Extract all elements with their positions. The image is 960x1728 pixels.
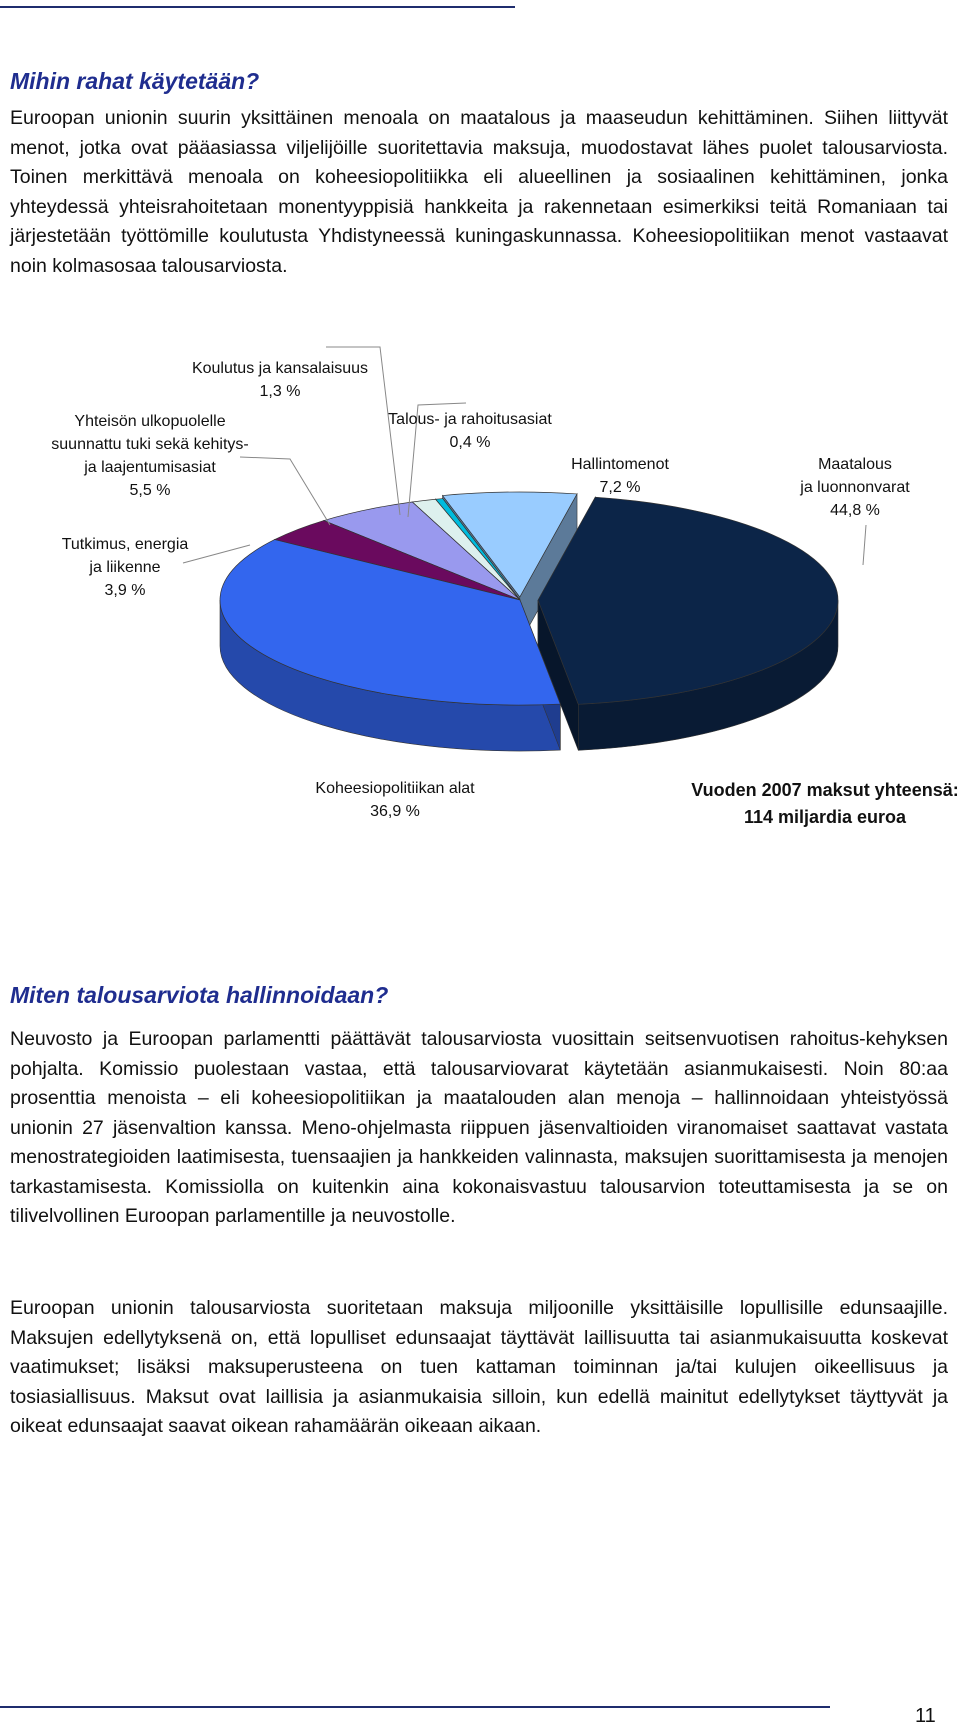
slice-maatalous (538, 497, 838, 750)
pie-slices (220, 492, 838, 751)
label-tutkimus (50, 533, 200, 602)
top-rule (0, 6, 515, 8)
label-ulkopuolelle (40, 410, 260, 502)
label-koulutus-value: 1,3 % (259, 383, 301, 400)
paragraph-spending: Euroopan unionin suurin yksittäinen menoala on maatalous ja maaseudun kehittäminen. Siihen liittyvät menot, jotka ovat pääasiassa viljelijöille suoritettavia maksuja, muodostavat lähes puolet talousarviosta. Toinen merkittävä menoala on koheesiopolitiikka eli alueellinen ja sosiaalinen kehittäminen, jonka yhteydessä yhteisrahoitetaan monentyyppisiä hankkeita ja rakennetaan esimerkiksi teitä Romaniaan tai järjestetään työttömille koulutusta Yhdistyneessä kuningaskunnassa. Koheesiopolitiikan menot vastaavat noin kolmasosaa talousarviosta. (10, 107, 948, 277)
label-talous (370, 408, 570, 454)
section-heading-spending: Mihin rahat käytetään? (10, 68, 260, 94)
label-maatalous-line1: Maatalous (818, 456, 892, 473)
chart-total (690, 777, 960, 831)
label-talous-name: Talous- ja rahoitusasiat (388, 411, 552, 428)
page-number: 11 (915, 1705, 936, 1727)
bottom-rule (0, 1706, 830, 1708)
label-ulkopuolelle-line3: ja laajentumisasiat (84, 459, 216, 476)
label-maatalous (770, 453, 940, 522)
label-koheesio-name: Koheesiopolitiikan alat (315, 780, 475, 797)
label-ulkopuolelle-value: 5,5 % (129, 482, 171, 499)
label-tutkimus-line2: ja liikenne (89, 559, 161, 576)
paragraph-management-2: Euroopan unionin talousarviosta suoritetaan maksuja miljoonille yksittäisille lopullisille edunsaajille. Maksujen edellytyksenä on, että lopulliset edunsaajat täyttävät laillisuutta tai asianmukaisuutta koskevat vaatimukset; lisäksi maksuperusteena on tuen kattaman toiminnan ja/tai kulujen oikeellisuus ja tosiasiallisuus. Maksut ovat laillisia ja asianmukaisia silloin, kun edellä mainitut edellytykset täyttyvät ja oikeat edunsaajat saavat oikean rahamäärän oikeaan aikaan. (10, 1297, 948, 1437)
chart-total-line2: 114 miljardia euroa (743, 807, 907, 827)
label-ulkopuolelle-line2: suunnattu tuki sekä kehitys- (51, 436, 249, 453)
paragraph-management-1: Neuvosto ja Euroopan parlamentti päättävät talousarviosta vuosittain seitsenvuotisen rahoitus-kehyksen pohjalta. Komissio puolestaan vastaa, että talousarviovarat käytetään asianmukaisesti. Noin 80:aa prosenttia menoista – eli koheesiopolitiikan ja maatalouden alan menoja – hallinnoidaan yhteistyössä unionin 27 jäsenvaltion kanssa. Meno-ohjelmasta riippuen jäsenvaltioiden viranomaiset saattavat vastata menostrategioiden laatimisesta, tuensaajien ja hankkeiden valinnasta, maksujen suorittamisesta ja menojen tarkastamisesta. Komissiolla on kuitenkin aina kokonaisvastuu talousarvion toteuttamisesta ja se on tilivelvollinen Euroopan parlamentille ja neuvostolle. (10, 1028, 948, 1227)
chart-total-line1: Vuoden 2007 maksut yhteensä: (691, 780, 959, 800)
label-tutkimus-line1: Tutkimus, energia (61, 536, 189, 553)
label-ulkopuolelle-line1: Yhteisön ulkopuolelle (74, 413, 226, 430)
label-koulutus (170, 357, 390, 403)
leader-maatalous (863, 525, 866, 565)
label-koheesio (295, 777, 495, 823)
budget-pie-chart (0, 345, 960, 845)
label-tutkimus-value: 3,9 % (104, 582, 146, 599)
label-hallinto-name: Hallintomenot (571, 456, 669, 473)
label-maatalous-line2: ja luonnonvarat (800, 479, 910, 496)
label-maatalous-value: 44,8 % (830, 502, 880, 519)
label-talous-value: 0,4 % (449, 434, 491, 451)
section-heading-management: Miten talousarviota hallinnoidaan? (10, 982, 389, 1008)
label-hallinto-value: 7,2 % (599, 479, 641, 496)
label-hallinto (540, 453, 700, 499)
label-koheesio-value: 36,9 % (370, 803, 420, 820)
label-koulutus-name: Koulutus ja kansalaisuus (191, 360, 369, 377)
